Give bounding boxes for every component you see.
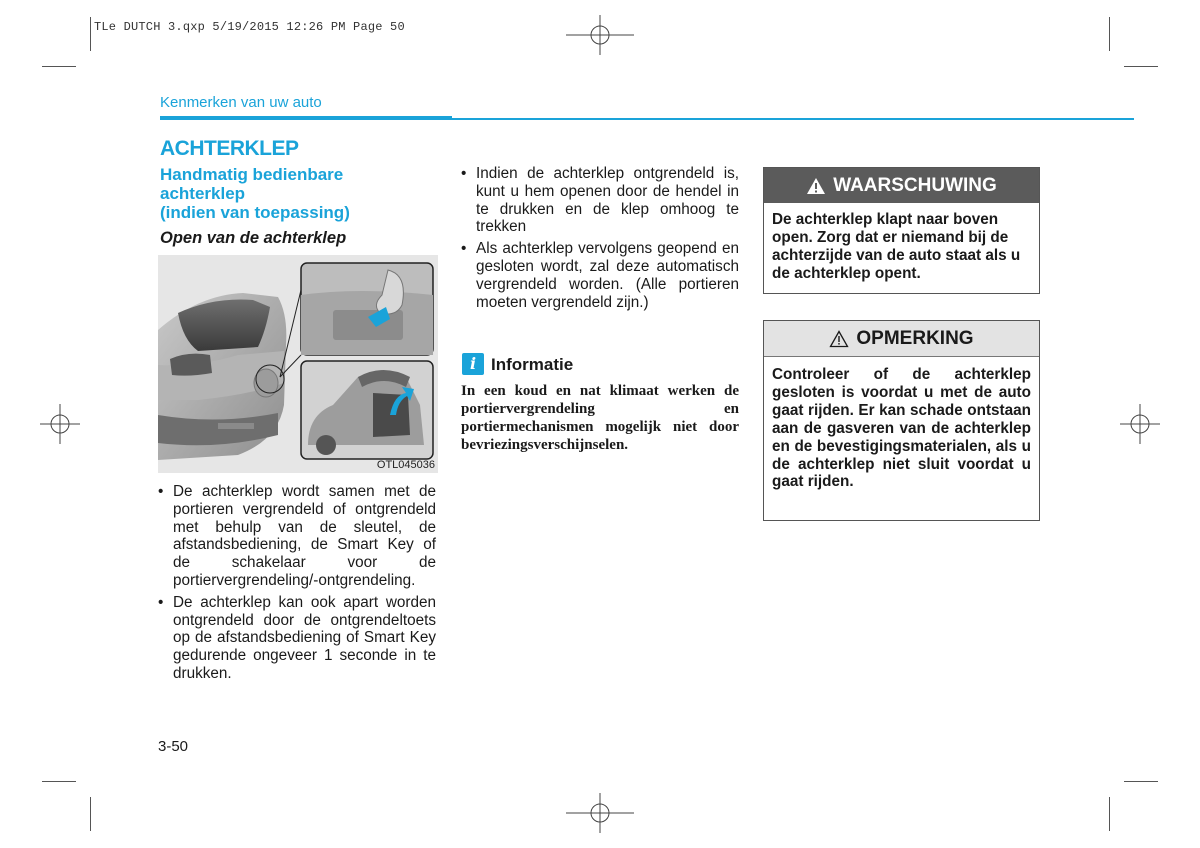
info-icon: i: [462, 353, 484, 375]
caution-triangle-icon: [829, 330, 849, 348]
car-rear-illustration: [158, 255, 438, 473]
subtitle-line: Handmatig bedienbare: [160, 165, 344, 184]
list-item: • De achterklep kan ook apart worden ontgrendeld door de ontgrendeltoets op de afstandsbediening of Smart Key gedurende ongeveer 1 seconde in te drukken.: [158, 594, 436, 683]
note-title: OPMERKING: [856, 327, 974, 349]
info-text: In een koud en nat klimaat werken de portiervergrendeling en portiermechanismen mogelijk niet door bevriezingsverschijnselen.: [461, 383, 739, 453]
header-rule: [160, 116, 452, 120]
note-text: Controleer of de achterklep gesloten is voordat u met de auto gaat rijden. Er kan schade ontstaan aan de gasveren van de achterklep en de bevestigingsmaterialen, als u de achterklep niet sluit voordat u gaat rijden.: [772, 366, 1031, 491]
col2-bullet-list: [461, 165, 739, 315]
page-title: ACHTERKLEP: [160, 137, 299, 160]
list-item: • De achterklep wordt samen met de portieren vergrendeld of ontgrendeld met behulp van de sleutel, de afstandsbediening, de Smart Key of de schakelaar voor de portiervergrendeling/-ontgrendeling.: [158, 483, 436, 590]
subtitle-line: achterklep: [160, 184, 246, 203]
info-title: Informatie: [491, 355, 574, 374]
page-number: 3-50: [158, 738, 189, 755]
list-item: • Indien de achterklep ontgrendeld is, kunt u hem openen door de hendel in te drukken en de klep omhoog te trekken: [461, 165, 739, 236]
italic-heading: Open van de achterklep: [160, 229, 347, 247]
col1-bullet-list: [158, 483, 436, 687]
note-header: [764, 321, 1039, 357]
list-item: • Als achterklep vervolgens geopend en gesloten wordt, zal deze automatisch vergrendeld worden. (Alle portieren moeten vergrendeld zijn.): [461, 240, 739, 311]
subtitle-line: (indien van toepassing): [160, 203, 350, 222]
figure-code: OTL045036: [376, 459, 435, 471]
warning-title: WAARSCHUWING: [833, 174, 997, 196]
print-slug: TLe DUTCH 3.qxp 5/19/2015 12:26 PM Page 50: [94, 20, 405, 34]
tailgate-figure: [158, 255, 438, 473]
warning-triangle-icon: [806, 177, 826, 195]
warning-header: [764, 168, 1039, 203]
section-header: Kenmerken van uw auto: [160, 94, 322, 111]
subtitle: [160, 165, 460, 222]
header-rule-thin: [452, 118, 1134, 120]
warning-text: De achterklep klapt naar boven open. Zorg dat er niemand bij de achterzijde van de auto staat als u de achterklep opent.: [772, 211, 1021, 282]
warning-box: [763, 167, 1040, 294]
note-box: [763, 320, 1040, 521]
